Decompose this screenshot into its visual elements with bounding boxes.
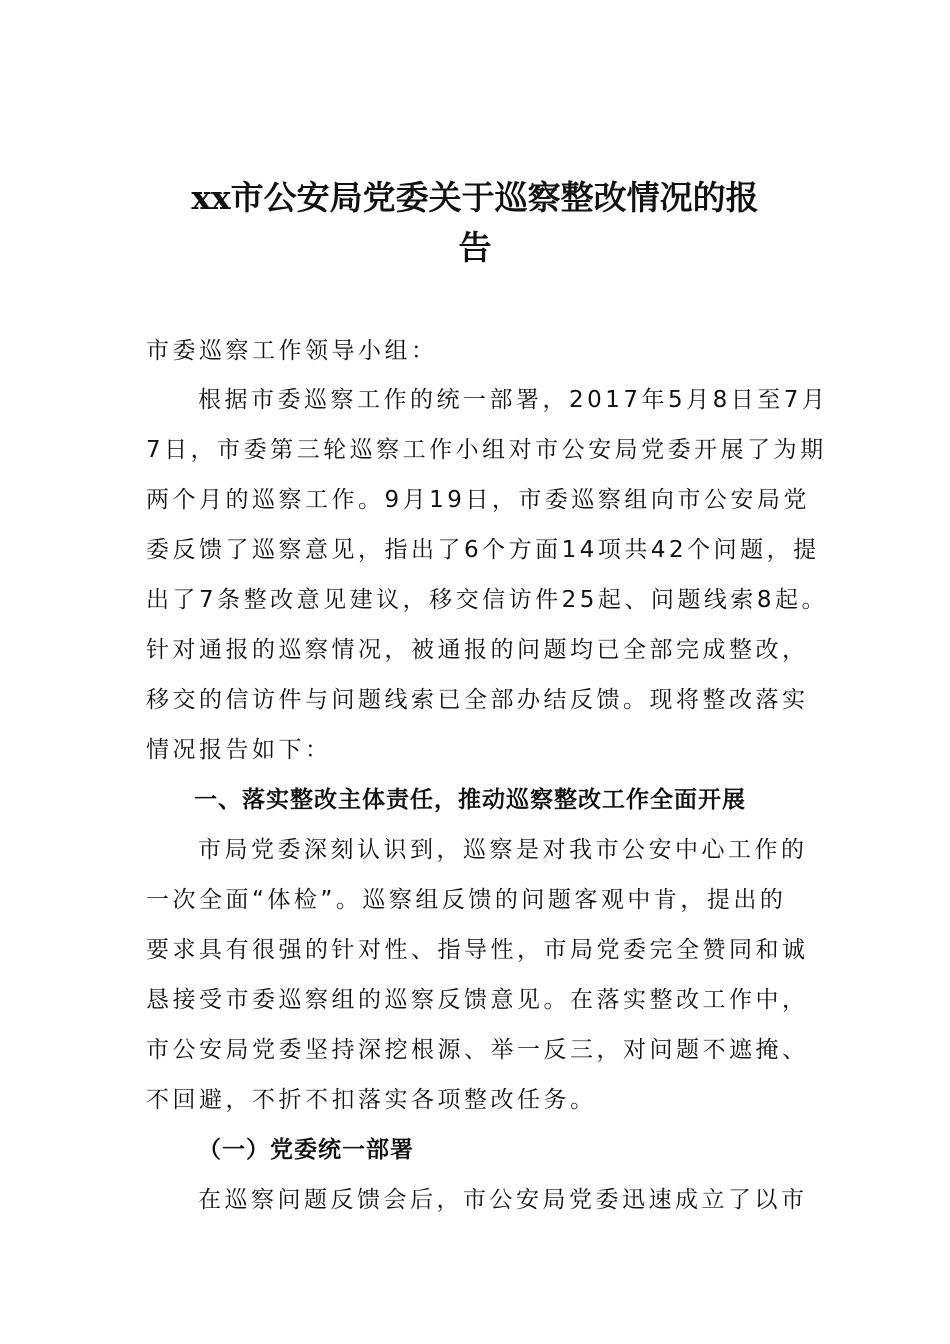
section-heading-1: 一、落实整改主体责任，推动巡察整改工作全面开展	[194, 787, 746, 813]
body-line: 移交的信访件与问题线索已全部办结反馈。现将整改落实	[146, 687, 809, 713]
document-title-line-1: xx市公安局党委关于巡察整改情况的报	[191, 178, 759, 217]
body-line: 一次全面“体检”。巡察组反馈的问题客观中肯，提出的	[146, 887, 787, 913]
document-title-line-2: 告	[458, 228, 492, 267]
body-line: 情况报告如下：	[146, 737, 332, 763]
body-line: 7日，市委第三轮巡察工作小组对市公安局党委开展了为期	[146, 437, 827, 463]
body-line: 针对通报的巡察情况，被通报的问题均已全部完成整改，	[146, 637, 809, 663]
body-line: 恳接受市委巡察组的巡察反馈意见。在落实整改工作中，	[146, 987, 809, 1013]
body-line: 两个月的巡察工作。9月19日，市委巡察组向市公安局党	[146, 487, 810, 513]
body-line: 出了7条整改意见建议，移交信访件25起、问题线索8起。	[146, 587, 829, 613]
body-line: 市局党委深刻认识到，巡察是对我市公安中心工作的	[198, 837, 808, 863]
body-line: 在巡察问题反馈会后，市公安局党委迅速成立了以市	[198, 1187, 808, 1213]
section-heading-2: （一）党委统一部署	[198, 1137, 414, 1163]
body-line: 市公安局党委坚持深挖根源、举一反三，对问题不遮掩、	[146, 1037, 809, 1063]
salutation: 市委巡察工作领导小组：	[146, 338, 438, 364]
body-line: 不回避，不折不扣落实各项整改任务。	[146, 1087, 597, 1113]
body-line: 要求具有很强的针对性、指导性，市局党委完全赞同和诚	[146, 937, 809, 963]
body-line: 根据市委巡察工作的统一部署，2017年5月8日至7月	[198, 387, 829, 413]
body-line: 委反馈了巡察意见，指出了6个方面14项共42个问题，提	[146, 537, 820, 563]
